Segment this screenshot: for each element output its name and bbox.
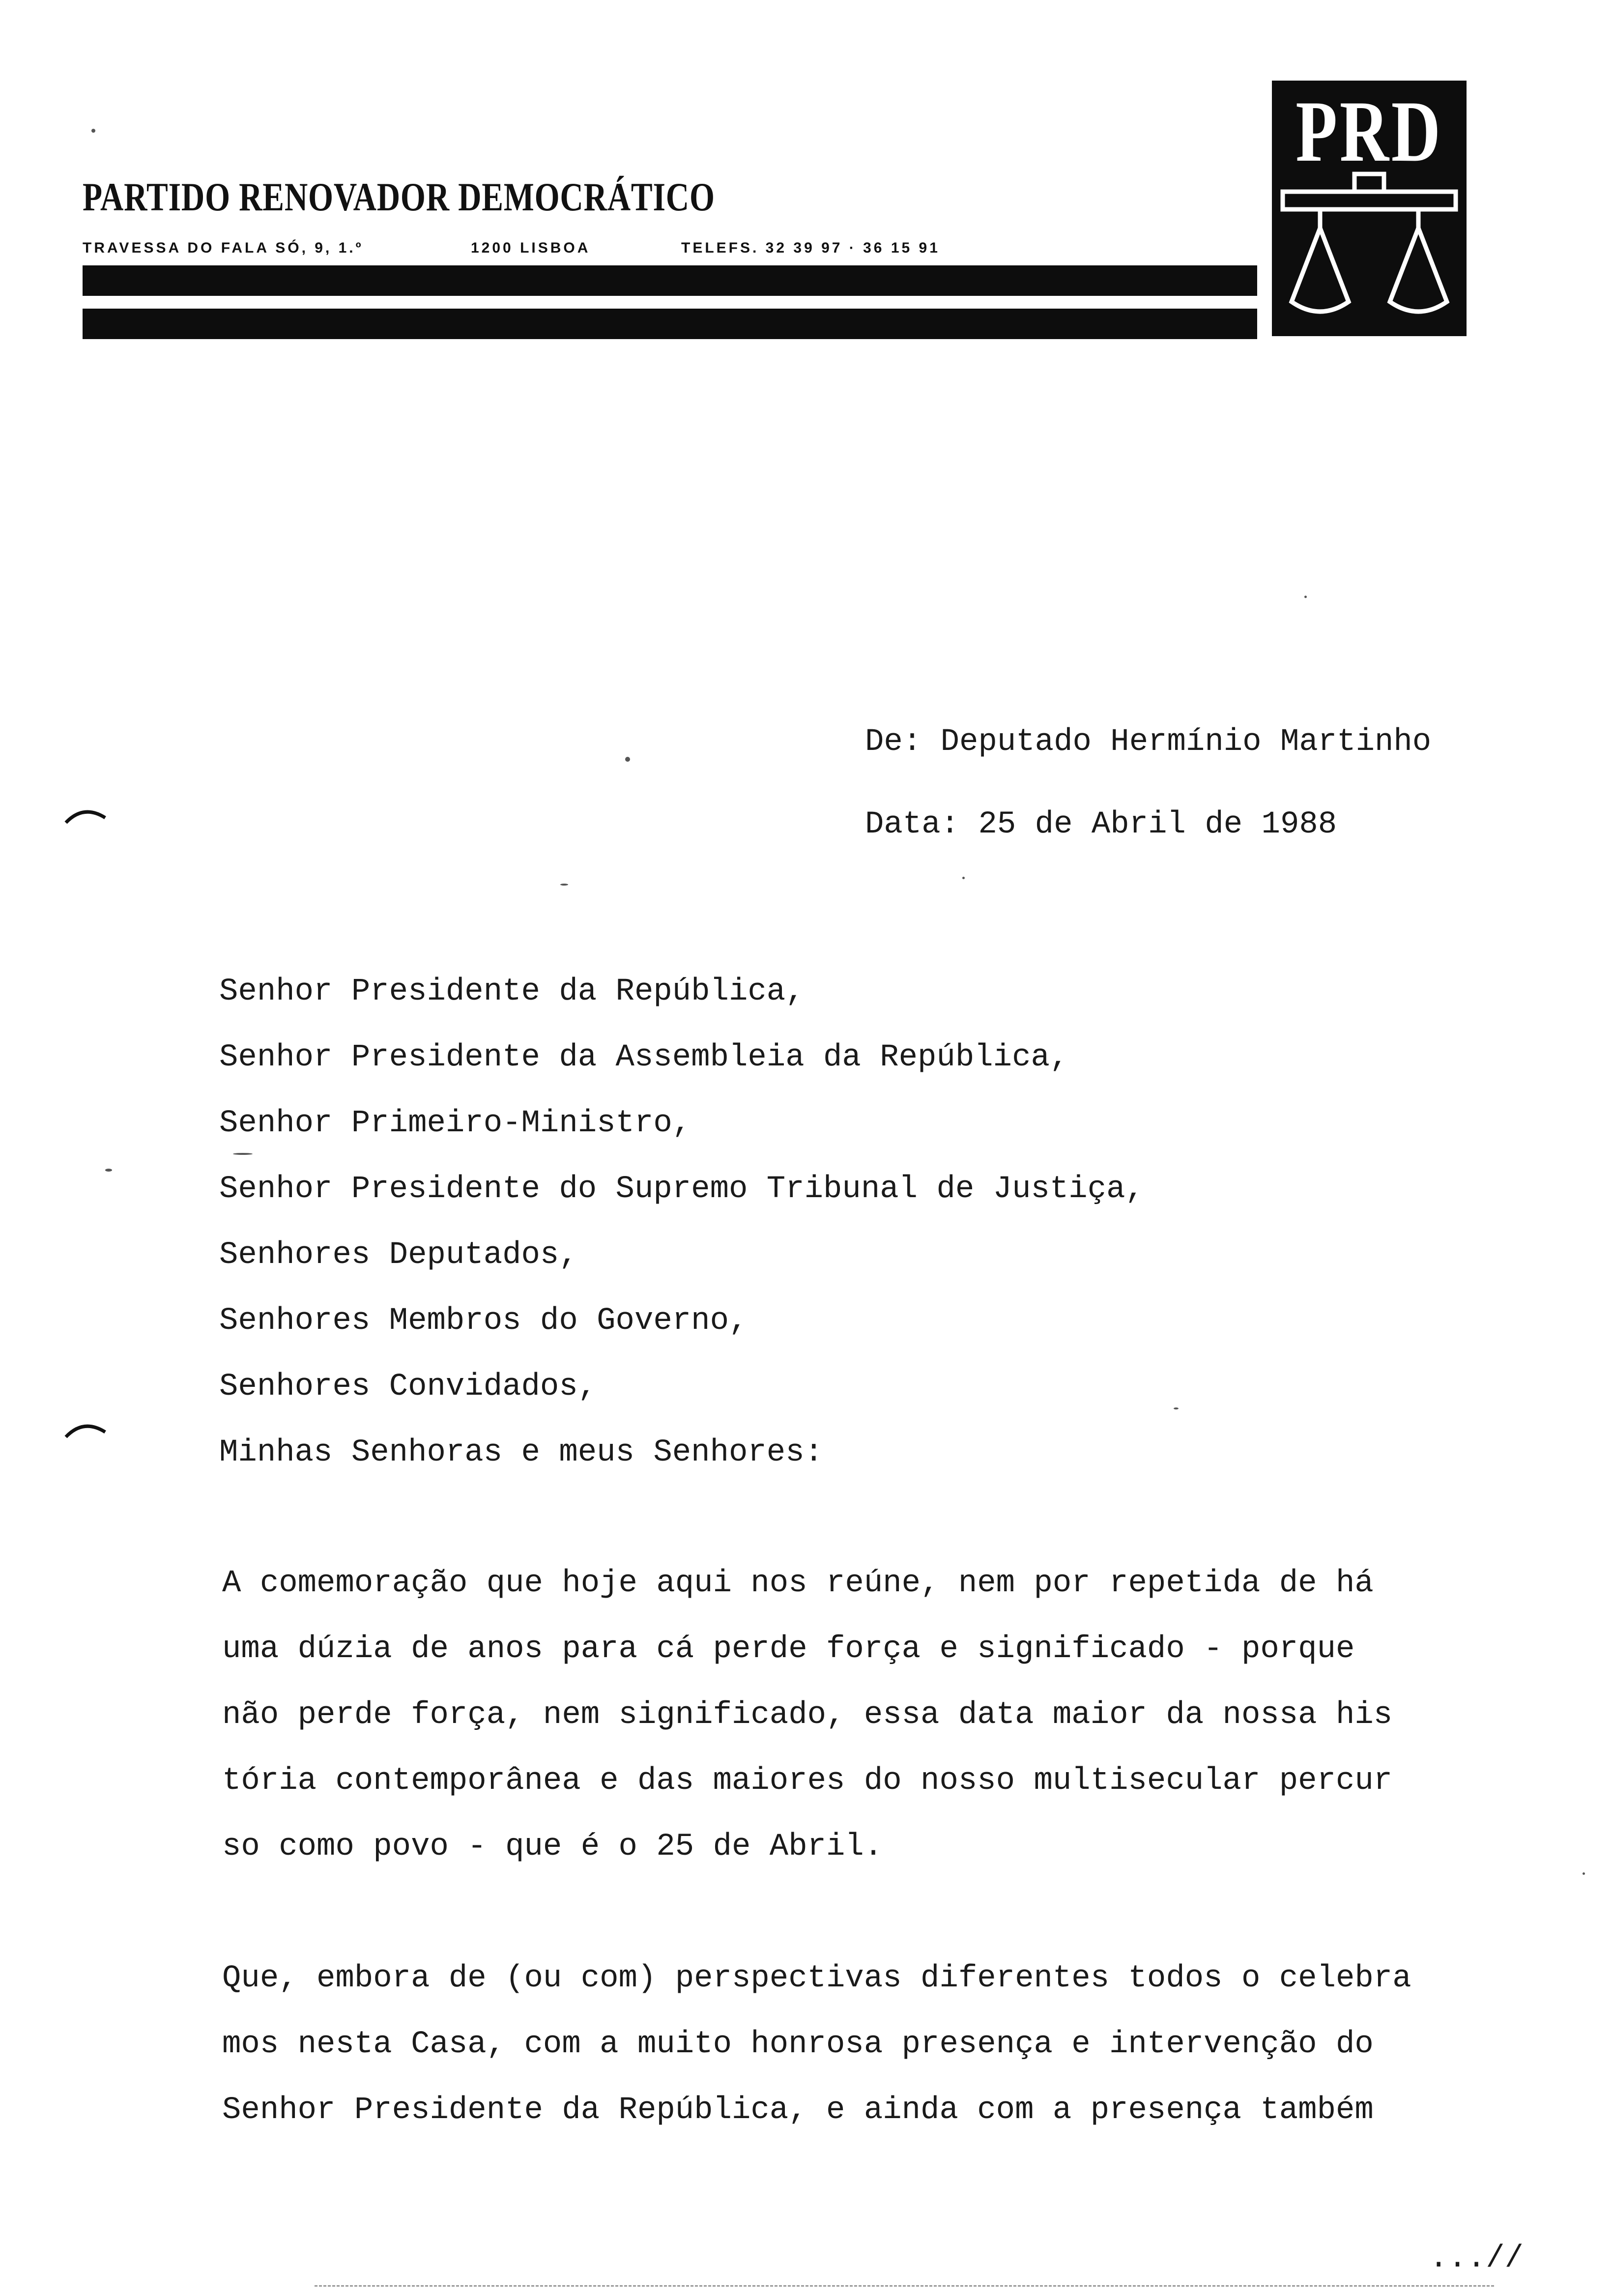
salutation-line: Senhor Primeiro-Ministro, bbox=[219, 1106, 691, 1141]
scan-speck bbox=[625, 757, 630, 762]
scan-edge bbox=[315, 2285, 1494, 2288]
street-address: TRAVESSA DO FALA SÓ, 9, 1.º bbox=[83, 240, 364, 256]
scales-of-justice-icon bbox=[1272, 81, 1467, 336]
letterhead-rule-bottom bbox=[83, 309, 1257, 339]
salutation-line: Minhas Senhoras e meus Senhores: bbox=[219, 1435, 823, 1470]
scan-mark bbox=[64, 1420, 108, 1440]
prd-logo bbox=[1272, 81, 1467, 336]
body-line: uma dúzia de anos para cá perde força e significado - porque bbox=[222, 1632, 1355, 1667]
salutation-line: Senhor Presidente da República, bbox=[219, 974, 805, 1009]
body-line: A comemoração que hoje aqui nos reúne, nem por repetida de há bbox=[222, 1566, 1374, 1601]
body-line: Senhor Presidente da República, e ainda com a presença também bbox=[222, 2093, 1374, 2128]
scan-speck bbox=[1583, 1872, 1585, 1875]
body-line: mos nesta Casa, com a muito honrosa presença e intervenção do bbox=[222, 2027, 1374, 2062]
scan-speck bbox=[233, 1153, 253, 1155]
scan-speck bbox=[560, 884, 568, 886]
salutation-line: Senhor Presidente da Assembleia da República, bbox=[219, 1040, 1069, 1075]
body-line: Que, embora de (ou com) perspectivas diferentes todos o celebra bbox=[222, 1961, 1411, 1996]
salutation-line: Senhores Deputados, bbox=[219, 1237, 578, 1273]
city-address: 1200 LISBOA bbox=[471, 240, 591, 256]
phone-numbers: TELEFS. 32 39 97 · 36 15 91 bbox=[681, 240, 940, 256]
body-line: tória contemporânea e das maiores do nosso multisecular percur bbox=[222, 1763, 1393, 1799]
salutation-line: Senhores Convidados, bbox=[219, 1369, 597, 1405]
scan-speck bbox=[1174, 1407, 1179, 1409]
salutation-line: Senhor Presidente do Supremo Tribunal de Justiça, bbox=[219, 1172, 1144, 1207]
letterhead-rule-top bbox=[83, 265, 1257, 296]
date-line: Data: 25 de Abril de 1988 bbox=[865, 807, 1337, 842]
scan-speck bbox=[105, 1169, 112, 1172]
sender-line: De: Deputado Hermínio Martinho bbox=[865, 724, 1432, 760]
scan-speck bbox=[962, 877, 965, 879]
salutation-line: Senhores Membros do Governo, bbox=[219, 1303, 748, 1339]
body-line: so como povo - que é o 25 de Abril. bbox=[222, 1829, 883, 1865]
scan-speck bbox=[91, 129, 95, 133]
scan-speck bbox=[1304, 596, 1307, 598]
party-name: PARTIDO RENOVADOR DEMOCRÁTICO bbox=[83, 174, 715, 219]
continuation-mark: ...// bbox=[1429, 2241, 1524, 2276]
scan-mark bbox=[64, 806, 108, 826]
body-line: não perde força, nem significado, essa data maior da nossa his bbox=[222, 1697, 1393, 1733]
logo-text: PRD bbox=[1295, 83, 1443, 180]
